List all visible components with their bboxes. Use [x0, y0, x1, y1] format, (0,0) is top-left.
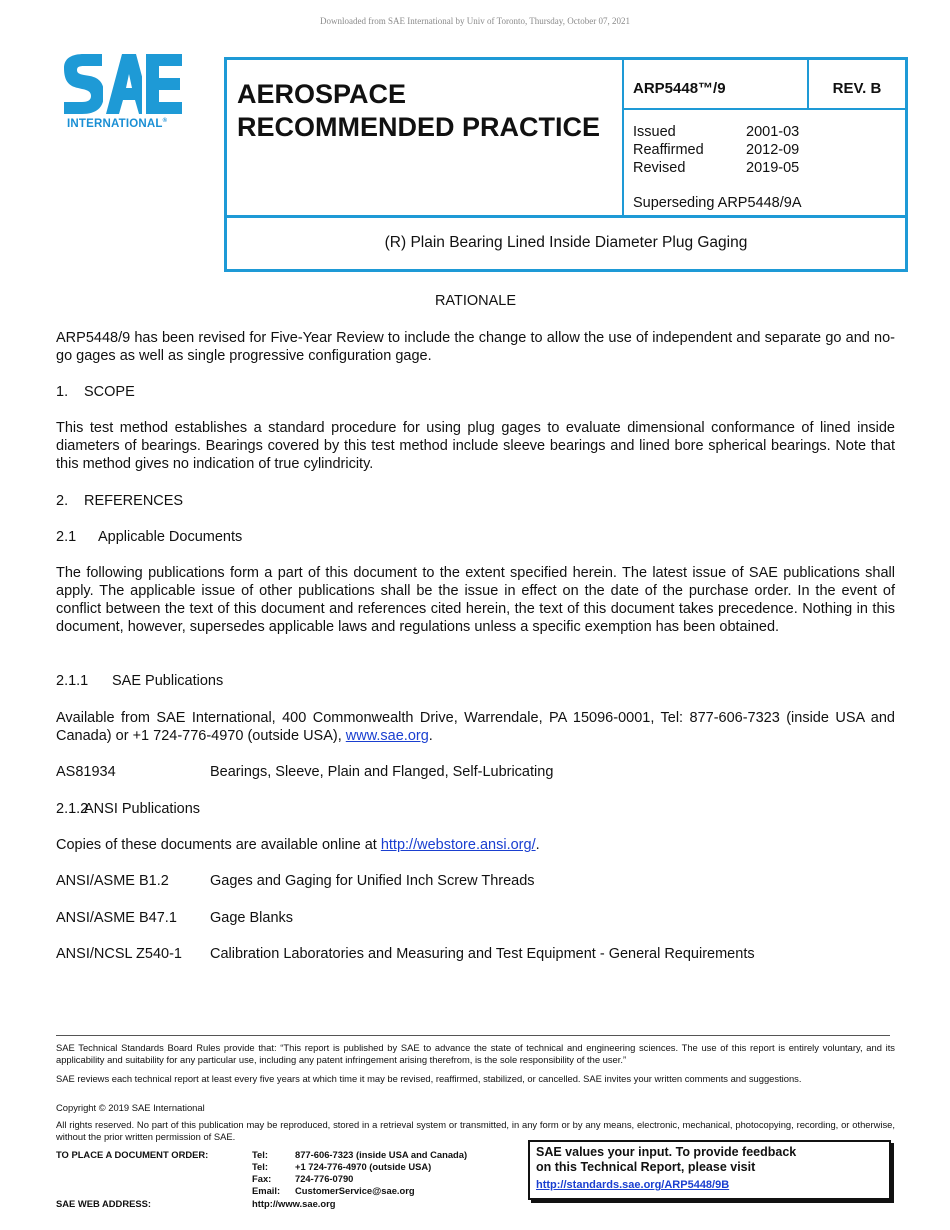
ansi-publications-text: Copies of these documents are available online at http://webstore.ansi.org/.: [56, 837, 540, 853]
rationale-text: ARP5448/9 has been revised for Five-Year Review to include the change to allow the use of independent and separate go and no-go gages as well as single progressive configuration gage.: [56, 330, 895, 364]
document-title-box: [224, 218, 908, 272]
date-row: [633, 123, 799, 141]
contact-value: CustomerService@sae.org: [295, 1185, 415, 1196]
reference-title: Gage Blanks: [210, 910, 294, 926]
reference-title: Gages and Gaging for Unified Inch Screw Threads: [210, 873, 535, 889]
reference-code: AS81934: [56, 764, 116, 780]
document-type-line-2: RECOMMENDED PRACTICE: [237, 112, 601, 142]
header-divider: [624, 108, 905, 110]
revision-label: REV. B: [832, 80, 882, 97]
date-row: [633, 141, 799, 159]
reference-title: Calibration Laboratories and Measuring and Test Equipment - General Requirements: [210, 946, 755, 962]
contact-label: Tel:: [252, 1161, 268, 1172]
reference-code: ANSI/NCSL Z540-1: [56, 946, 182, 962]
section-number: 2.1: [56, 529, 77, 545]
document-type-line-1: AEROSPACE: [237, 79, 407, 109]
document-title: (R) Plain Bearing Lined Inside Diameter Plug Gaging: [384, 234, 748, 251]
download-watermark: Downloaded from SAE International by Univ of Toronto, Thursday, October 07, 2021: [320, 16, 630, 26]
reference-row: [56, 872, 895, 890]
sae-logo: [62, 54, 192, 134]
document-dates: [633, 123, 799, 177]
ansi-webstore-link[interactable]: http://webstore.ansi.org/: [380, 837, 536, 853]
superseding-note: Superseding ARP5448/9A: [633, 195, 802, 211]
feedback-text: on this Technical Report, please visit: [536, 1160, 756, 1174]
contact-label: Email:: [252, 1185, 281, 1196]
date-label: Revised: [633, 160, 686, 176]
document-header: [224, 57, 908, 218]
section-number: 2.1.1: [56, 673, 89, 689]
sae-publications-sentence: Available from SAE International, 400 Commonwealth Drive, Warrendale, PA 15096-0001, Tel: 877-606-7323 (inside USA and Canada) or +1 724-776-4970 (outside USA),: [56, 710, 895, 744]
date-value: 2019-05: [746, 160, 800, 176]
section-number: 2.: [56, 493, 69, 509]
date-label: Reaffirmed: [633, 142, 704, 158]
section-heading: [56, 492, 895, 510]
subsection-heading: [56, 528, 895, 546]
registered-mark: ®: [162, 118, 168, 125]
board-rules-text: SAE Technical Standards Board Rules provide that: “This report is published by SAE to advance the state of technical and engineering sciences. The use of this report is entirely voluntary, and its applicability and suitability for any particular use, including any patent infringement arising therefrom, is the sole responsibility of the user.”: [56, 1042, 895, 1065]
date-row: [633, 159, 799, 177]
subsection-heading: [56, 800, 895, 818]
contact-label: Fax:: [252, 1173, 272, 1184]
contact-value: 724-776-0790: [295, 1173, 354, 1184]
section-title: Applicable Documents: [98, 529, 243, 545]
logo-subtitle-text: INTERNATIONAL: [67, 118, 163, 130]
reference-row: [56, 945, 895, 963]
contact-label: Tel:: [252, 1149, 268, 1160]
sae-website-link[interactable]: www.sae.org: [345, 728, 429, 744]
contact-value: +1 724-776-4970 (outside USA): [295, 1161, 432, 1172]
subsection-heading: [56, 672, 895, 690]
reference-row: [56, 909, 895, 927]
web-address-label: SAE WEB ADDRESS:: [56, 1198, 151, 1209]
reference-row: [56, 763, 895, 781]
copyright-text: Copyright © 2019 SAE International: [56, 1102, 205, 1113]
feedback-box: [528, 1140, 891, 1200]
contact-labels: [252, 1149, 280, 1197]
feedback-link[interactable]: http://standards.sae.org/ARP5448/9B: [536, 1179, 730, 1191]
reference-title: Bearings, Sleeve, Plain and Flanged, Self-Lubricating: [210, 764, 554, 780]
header-divider: [622, 60, 624, 215]
review-text: SAE reviews each technical report at least every five years at which time it may be revised, reaffirmed, stabilized, or cancelled. SAE invites your written comments and suggestions.: [56, 1073, 802, 1084]
ansi-publications-sentence: Copies of these documents are available online at: [56, 837, 377, 853]
section-number: 2.1.2: [56, 801, 89, 817]
section-title: SAE Publications: [112, 673, 224, 689]
rights-text: All rights reserved. No part of this publication may be reproduced, stored in a retrieval system or transmitted, in any form or by any means, electronic, mechanical, photocopying, recording, or otherwise, without the prior written permission of SAE.: [56, 1119, 895, 1142]
document-number: ARP5448™/9: [633, 80, 726, 97]
rationale-heading: RATIONALE: [434, 293, 517, 309]
date-value: 2012-09: [746, 142, 800, 158]
web-address-value: http://www.sae.org: [252, 1198, 336, 1209]
section-title: SCOPE: [84, 384, 135, 400]
footer-divider: [56, 1035, 890, 1036]
sae-logo-mark: [62, 54, 184, 116]
contact-value: 877-606-7323 (inside USA and Canada): [295, 1149, 468, 1160]
sae-logo-subtitle: [67, 118, 167, 130]
applicable-documents-text: The following publications form a part of this document to the extent specified herein. The latest issue of SAE publications shall apply. The applicable issue of other publications shall be the issue in effect on the date of the purchase order. In the event of conflict between the text of this document and references cited herein, the text of this document takes precedence. Nothing in this document, however, supersedes applicable laws and regulations unless a specific exemption has been obtained.: [56, 565, 895, 635]
date-label: Issued: [633, 124, 676, 140]
section-title: ANSI Publications: [84, 801, 201, 817]
reference-code: ANSI/ASME B47.1: [56, 910, 177, 926]
sae-publications-text: Available from SAE International, 400 Commonwealth Drive, Warrendale, PA 15096-0001, Tel: 877-606-7323 (inside USA and Canada) or +1 724-776-4970 (outside USA), www.sae.org.: [56, 710, 895, 744]
reference-code: ANSI/ASME B1.2: [56, 873, 169, 889]
section-title: REFERENCES: [84, 493, 184, 509]
section-heading: [56, 383, 895, 401]
section-number: 1.: [56, 384, 69, 400]
document-type: [237, 78, 600, 144]
contact-values: [295, 1149, 467, 1197]
feedback-text: SAE values your input. To provide feedback: [536, 1145, 797, 1159]
order-label: TO PLACE A DOCUMENT ORDER:: [56, 1149, 209, 1160]
scope-text: This test method establishes a standard procedure for using plug gages to evaluate dimensional conformance of lined inside diameters of bearings. Bearings covered by this test method include sleeve bearings and lined bore spherical bearings. Note that this method gives no indication of true cylindricity.: [56, 420, 895, 472]
date-value: 2001-03: [746, 124, 800, 140]
